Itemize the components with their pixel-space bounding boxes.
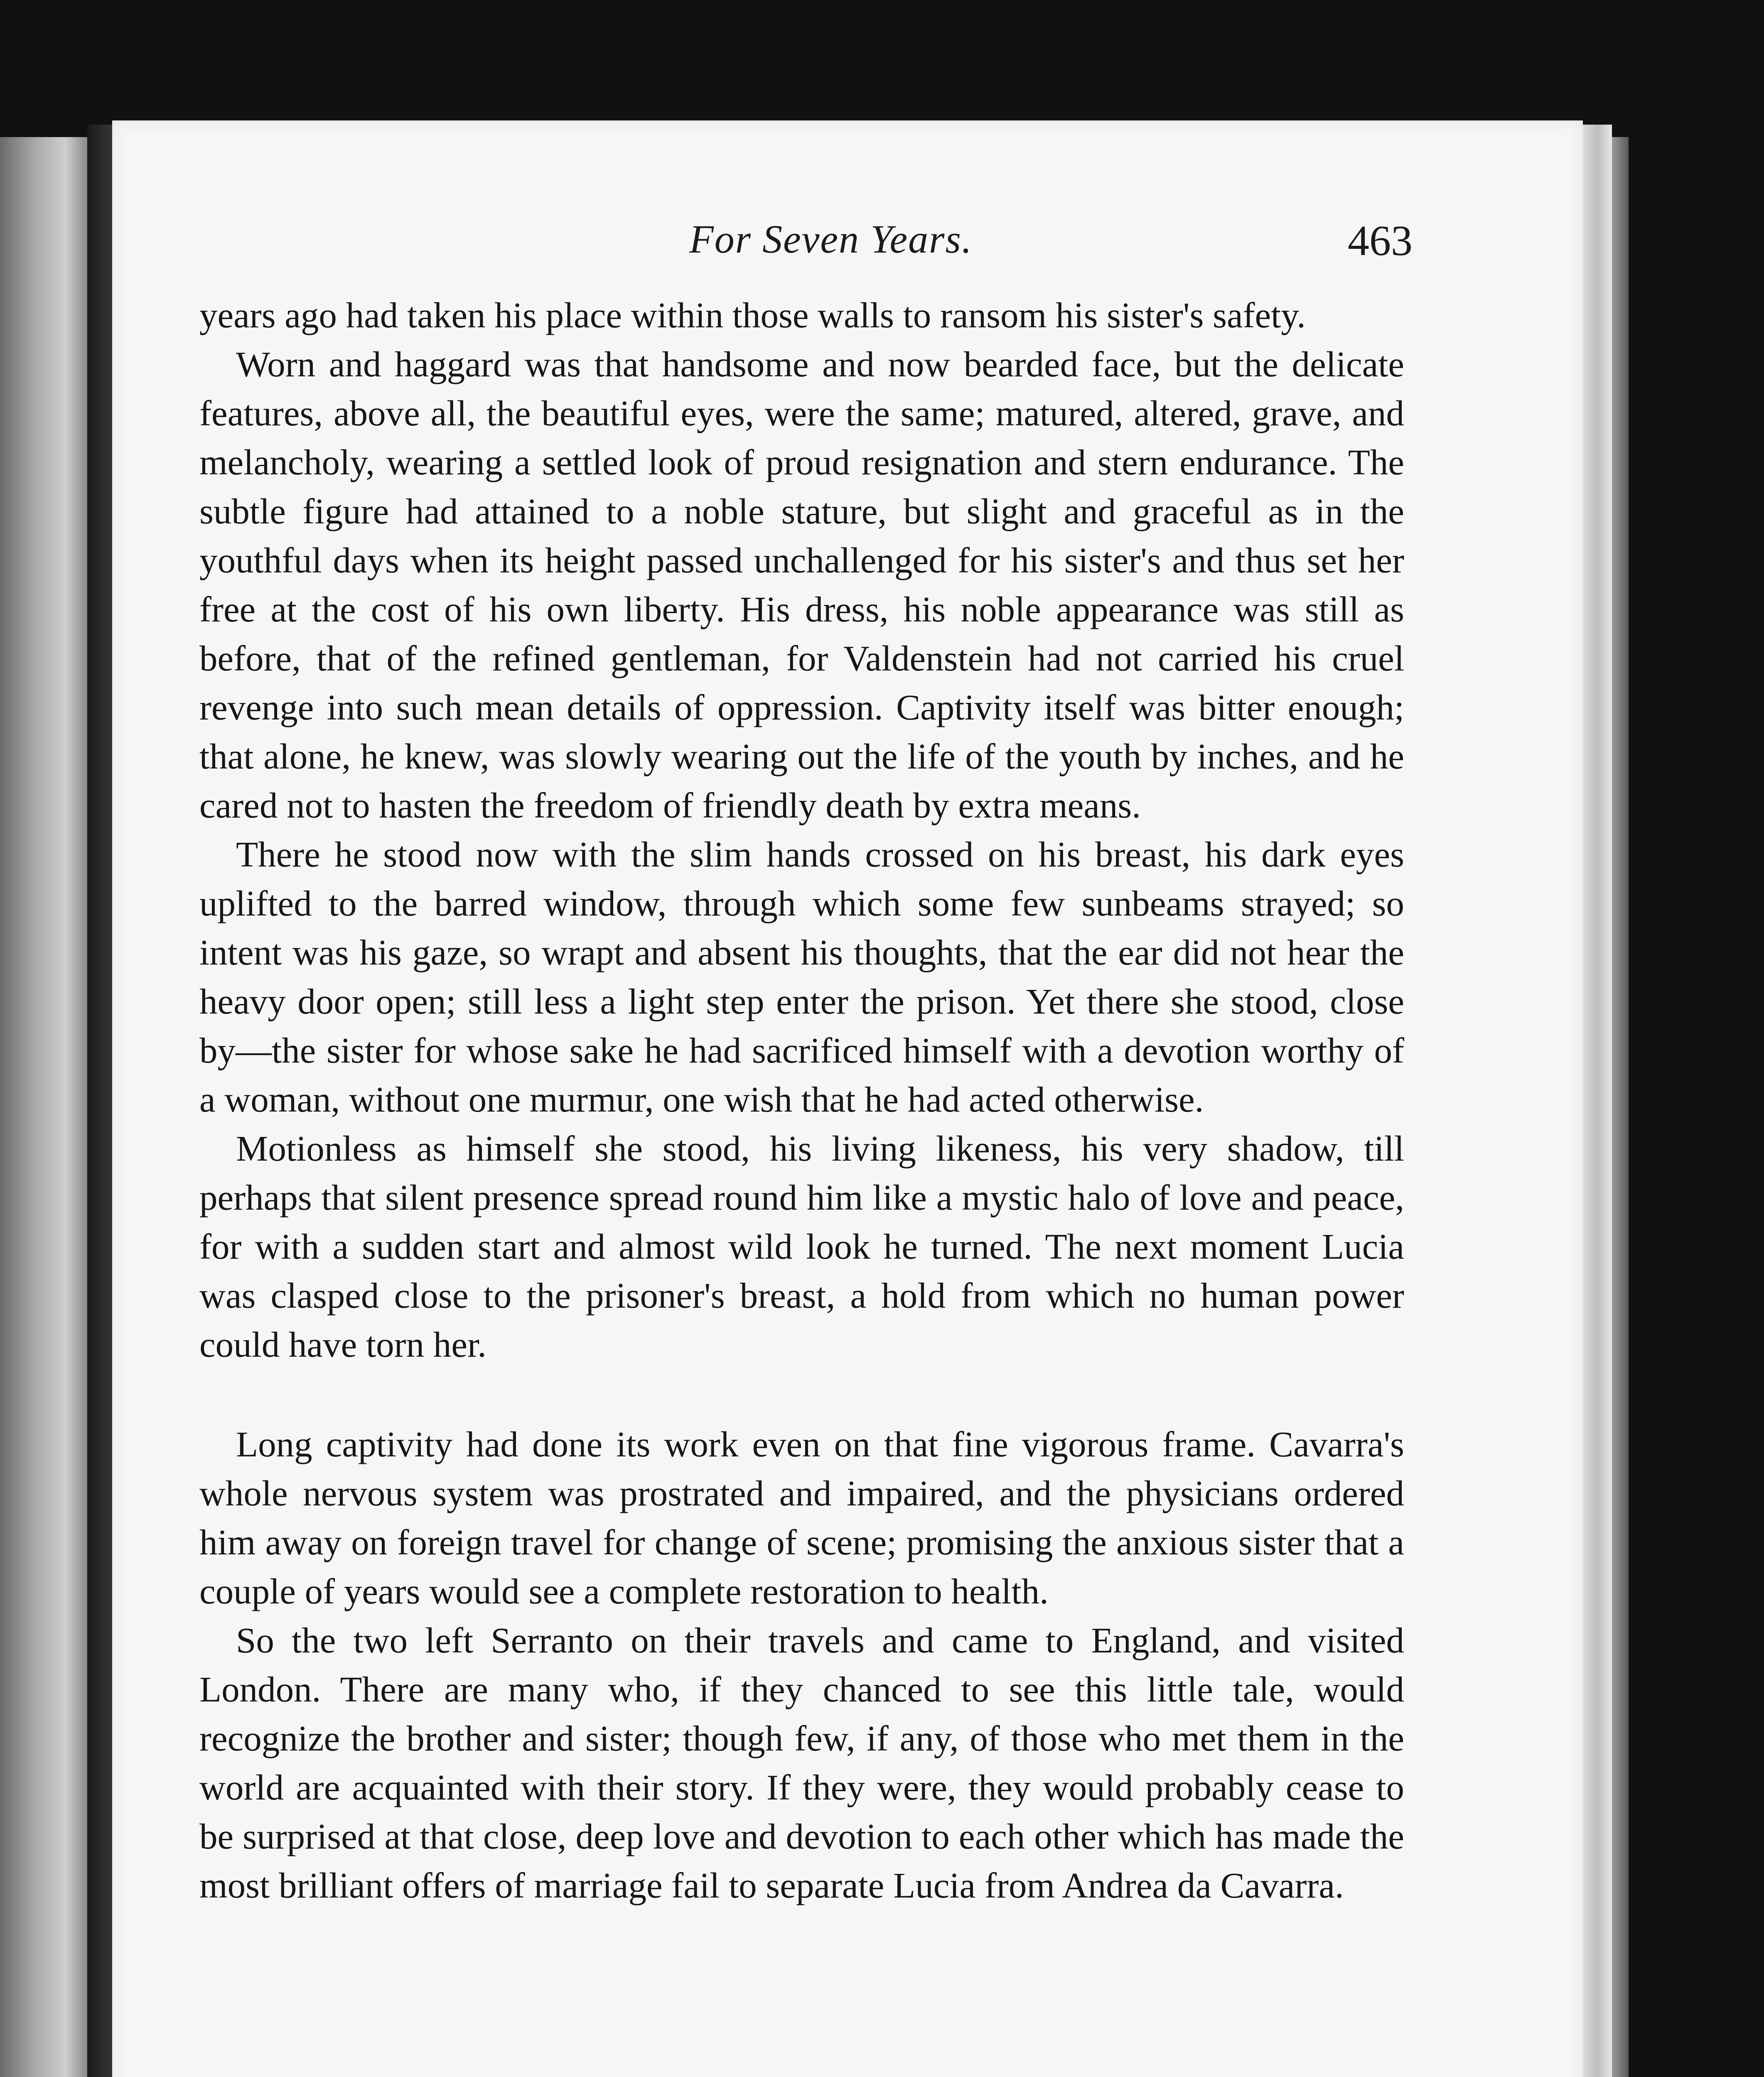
paragraph: So the two left Serranto on their travels and came to England, and visited London. There are many who, if they chanced to see this little tale, would recognize the brother and sister; though few, if any, of those who met them in the world are acquainted with their story. If they were, they would probably cease to be surprised at that close, deep love and devotion to each other which has made the most brilliant offers of marriage fail to separate Lucia from Andrea da Cavarra. [199, 1620, 1404, 1905]
paragraph: Long captivity had done its work even on that fine vigorous frame. Cavarra's whole nervous system was prostrated and impaired, and the physicians ordered him away on foreign travel for change of scene; promising the anxious sister that a couple of years would see a complete restoration to health. [199, 1424, 1404, 1611]
paragraph: years ago had taken his place within those walls to ransom his sister's safety. [199, 295, 1306, 335]
running-title: For Seven Years. [689, 217, 973, 261]
section-break [199, 1369, 1404, 1420]
page-number: 463 [1348, 217, 1413, 265]
paragraph: Worn and haggard was that handsome and now bearded face, but the delicate features, above all, the beautiful eyes, were the same; matured, altered, grave, and melancholy, wearing a settled look of proud resignation and stern endurance. The subtle figure had attained to a noble stature, but slight and graceful as in the youthful days when its height passed unchallenged for his sister's and thus set her free at the cost of his own liberty. His dress, his noble appearance was still as before, that of the refined gentleman, for Valdenstein had not carried his cruel revenge into such mean details of oppression. Captivity itself was bitter enough; that alone, he knew, was slowly wearing out the life of the youth by inches, and he cared not to hasten the freedom of friendly death by extra means. [199, 344, 1404, 825]
paragraph: There he stood now with the slim hands crossed on his breast, his dark eyes uplifted to the barred window, through which some few sunbeams strayed; so intent was his gaze, so wrapt and absent his thoughts, that the ear did not hear the heavy door open; still less a light step enter the prison. Yet there she stood, close by—the sister for whose sake he had sacrificed himself with a devotion worthy of a woman, without one murmur, one wish that he had acted otherwise. [199, 834, 1404, 1120]
right-page-edge [1583, 125, 1612, 2077]
left-page-edge [0, 137, 87, 2077]
body-text [199, 291, 1404, 1910]
right-page-edge-shadow [1612, 137, 1629, 2077]
paragraph: Motionless as himself she stood, his living likeness, his very shadow, till perhaps that silent presence spread round him like a mystic halo of love and peace, for with a sudden start and almost wild look he turned. The next moment Lucia was clasped close to the prisoner's breast, a hold from which no human power could have torn her. [199, 1128, 1404, 1365]
